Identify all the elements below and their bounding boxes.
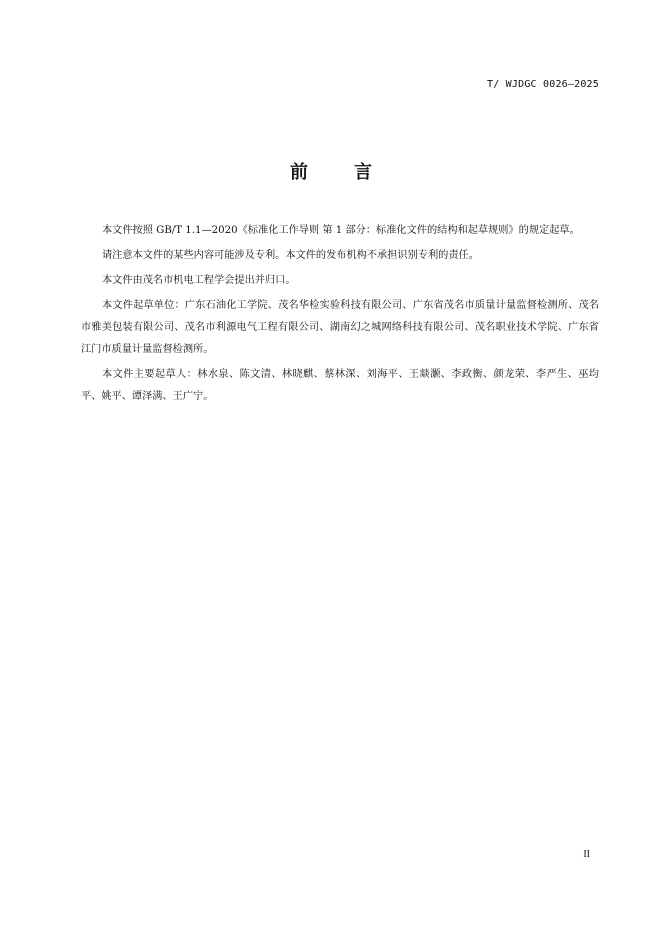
page-title: 前 言 (290, 162, 386, 183)
paragraph-drafting-basis: 本文件按照 GB/T 1.1—2020《标准化工作导则 第 1 部分：标准化文件的结构和起草规则》的规定起草。 (102, 225, 580, 236)
paragraph-drafting-units: 本文件起草单位：广东石油化工学院、茂名华检实验科技有限公司、广东省茂名市质量计量监督检测所、茂名市雅美包装有限公司、茂名市利源电气工程有限公司、湖南幻之城网络科技有限公司、茂名职业技术学院、广东省江门市质量计量监督检测所。 (81, 300, 599, 355)
foreword-body (81, 220, 599, 411)
page-number: II (583, 849, 590, 860)
paragraph-patent-notice: 请注意本文件的某些内容可能涉及专利。本文件的发布机构不承担识别专利的责任。 (102, 250, 479, 261)
paragraph-proposer: 本文件由茂名市机电工程学会提出并归口。 (102, 275, 296, 286)
paragraph-main-drafters: 本文件主要起草人：林水泉、陈文清、林晓麒、蔡林深、刘海平、王燚灏、李政衡、颜龙荣、李严生、巫均平、姚平、谭泽满、王广宁。 (81, 369, 599, 402)
document-code: T/ WJDGC 0026—2025 (487, 79, 599, 90)
